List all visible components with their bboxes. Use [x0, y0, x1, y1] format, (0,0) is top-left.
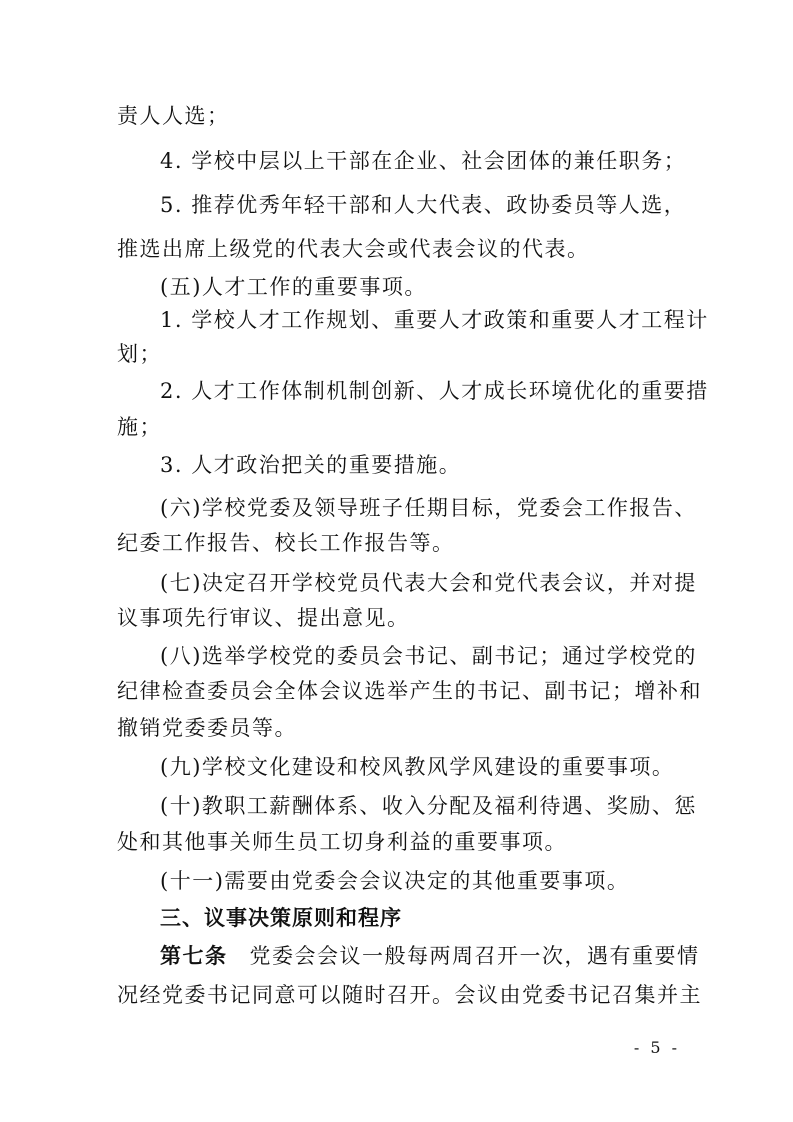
text-line: 纪委工作报告、校长工作报告等。 [117, 531, 455, 555]
text-line: 5. 推荐优秀年轻干部和人大代表、政协委员等人选， [160, 193, 687, 217]
text-line: 1. 学校人才工作规划、重要人才政策和重要人才工程计 [160, 308, 709, 332]
article-label: 第七条 [160, 944, 228, 968]
text-line: 议事项先行审议、提出意见。 [117, 606, 410, 630]
text-line: (六)学校党委及领导班子任期目标，党委会工作报告、 [160, 496, 697, 520]
text-line: 推选出席上级党的代表大会或代表会议的代表。 [117, 237, 590, 261]
text-line: (七)决定召开学校党员代表大会和党代表会议，并对提 [160, 571, 697, 595]
text-line: 2. 人才工作体制机制创新、人才成长环境优化的重要措 [160, 379, 709, 403]
text-line: 划； [117, 342, 162, 366]
page-number: - 5 - [633, 1038, 680, 1057]
text-line: (十一)需要由党委会会议决定的其他重要事项。 [160, 869, 630, 893]
section-heading: 三、议事决策原则和程序 [160, 906, 402, 930]
text-line: 3. 人才政治把关的重要措施。 [160, 453, 462, 477]
text-line: 纪律检查委员会全体会议选举产生的书记、副书记；增补和 [117, 679, 702, 703]
text-line: 处和其他事关师生员工切身利益的重要事项。 [117, 830, 567, 854]
article-text: 党委会会议一般每两周召开一次，遇有重要情 [249, 944, 700, 968]
text-line: 撤销党委委员等。 [117, 716, 297, 740]
text-line: (十)教职工薪酬体系、收入分配及福利待遇、奖励、惩 [160, 794, 697, 818]
text-line: 4. 学校中层以上干部在企业、社会团体的兼任职务； [160, 149, 687, 173]
article-line [160, 937, 700, 975]
text-line: 责人人选； [117, 104, 230, 128]
text-line: 况经党委书记同意可以随时召开。会议由党委书记召集并主 [117, 983, 702, 1007]
text-line: (九)学校文化建设和校风教风学风建设的重要事项。 [160, 755, 675, 779]
text-line: 施； [117, 415, 162, 439]
text-line: (五)人才工作的重要事项。 [160, 275, 427, 299]
text-line: (八)选举学校党的委员会书记、副书记；通过学校党的 [160, 644, 697, 668]
